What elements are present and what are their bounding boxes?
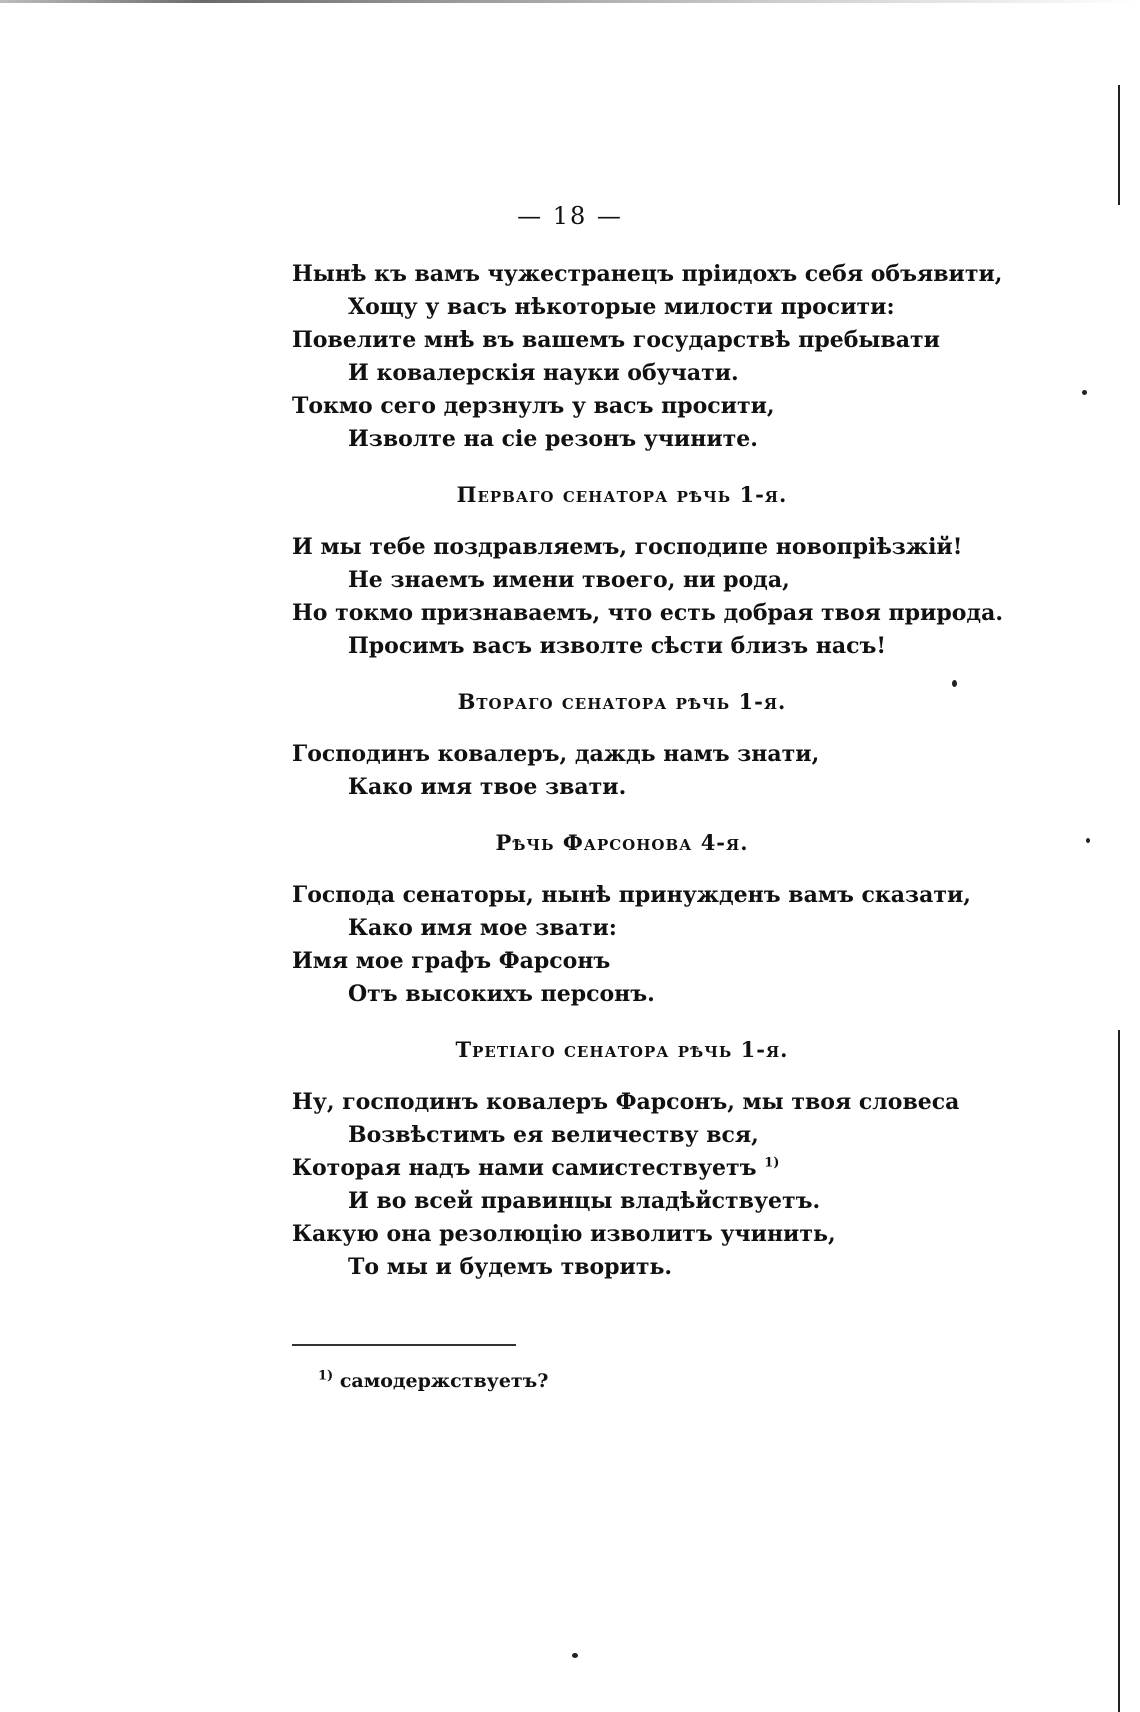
ink-speck [572,1653,578,1658]
footnote-divider [292,1344,516,1346]
top-scan-edge [0,0,1140,3]
verse-line-text: Токмо сего дерзнулъ у васъ просити, [292,393,775,419]
verse-line-text: И мы тебе поздравляемъ, господипе новопріѣзжій! [292,534,963,560]
speaker-heading: Втораго сенатора рѣчь 1-я. [457,689,787,714]
verse-line-text: Ну, господинъ ковалеръ Фарсонъ, мы твоя словеса [292,1089,960,1115]
verse-line-text: Хощу у васъ нѣкоторые милости просити: [348,294,895,320]
verse-line-text: Возвѣстимъ ея величеству вся, [348,1122,759,1148]
verse-line-text: Не знаемъ имени твоего, ни рода, [348,567,790,593]
verse-line-text: Отъ высокихъ персонъ. [348,981,655,1007]
ink-speck [1086,838,1090,843]
verse-line [292,423,952,456]
verse-line-text: И ковалерскія науки обучати. [348,360,739,386]
right-scan-edge-upper [1118,85,1120,205]
verse-line-text: Господинъ ковалеръ, даждь намъ знати, [292,741,820,767]
ink-speck [1082,390,1087,395]
verse-line-text: Которая надъ нами самистествуетъ [292,1155,757,1181]
footnote-mark: 1) [318,1368,334,1384]
page-number: — 18 — [517,202,623,230]
verse-line [292,912,952,945]
verse-line [292,357,952,390]
verse-line-text: Повелите мнѣ въ вашемъ государствѣ пребывати [292,327,940,353]
verse-line [292,1185,952,1218]
verse-line [292,771,952,804]
verse-line [292,291,952,324]
speaker-heading: Третіаго сенатора рѣчь 1-я. [455,1037,789,1062]
verse-line [292,1119,952,1152]
verse-line [292,531,963,564]
footnote-reference: 1) [764,1155,780,1171]
verse-line [292,324,952,357]
verse-line-text: Нынѣ къ вамъ чужестранецъ пріидохъ себя объявити, [292,261,1003,287]
verse-line-text: Изволте на сіе резонъ учините. [348,426,758,452]
verse-line-text: Но токмо признаваемъ, что есть добрая твоя природа. [292,600,1003,626]
verse-line-text: Господа сенаторы, нынѣ принужденъ вамъ сказати, [292,882,971,908]
right-scan-edge-lower [1118,1030,1120,1712]
ink-speck [952,680,957,687]
verse-line [292,978,952,1011]
verse-line [292,564,952,597]
verse-line [292,1251,952,1284]
verse-line [292,390,952,423]
verse-line [292,630,952,663]
footnote [318,1370,548,1392]
footnote-text: самодержствуетъ? [339,1370,549,1392]
verse-line-text: Имя мое графъ Фарсонъ [292,948,611,974]
verse-line-text: Како имя мое звати: [348,915,617,941]
verse-line [292,879,971,912]
verse-line-text: Просимъ васъ изволте сѣсти близъ насъ! [348,633,887,659]
verse-line [292,738,952,771]
verse-line [292,1086,960,1119]
verse-line [292,945,952,978]
verse-line [292,258,1003,291]
speaker-heading: Перваго сенатора рѣчь 1-я. [456,482,788,507]
verse-line-text: Како имя твое звати. [348,774,627,800]
verse-line-text: Какую она резолюцію изволитъ учинить, [292,1221,836,1247]
verse-line [292,1218,952,1251]
verse-line [292,597,1003,630]
verse-line-text: И во всей правинцы владѣйствуетъ. [348,1188,821,1214]
verse-line [292,1152,952,1185]
speaker-heading: Рѣчь Фарсонова 4-я. [495,830,749,855]
poem-body [292,258,1003,1284]
verse-line-text: То мы и будемъ творить. [348,1254,673,1280]
